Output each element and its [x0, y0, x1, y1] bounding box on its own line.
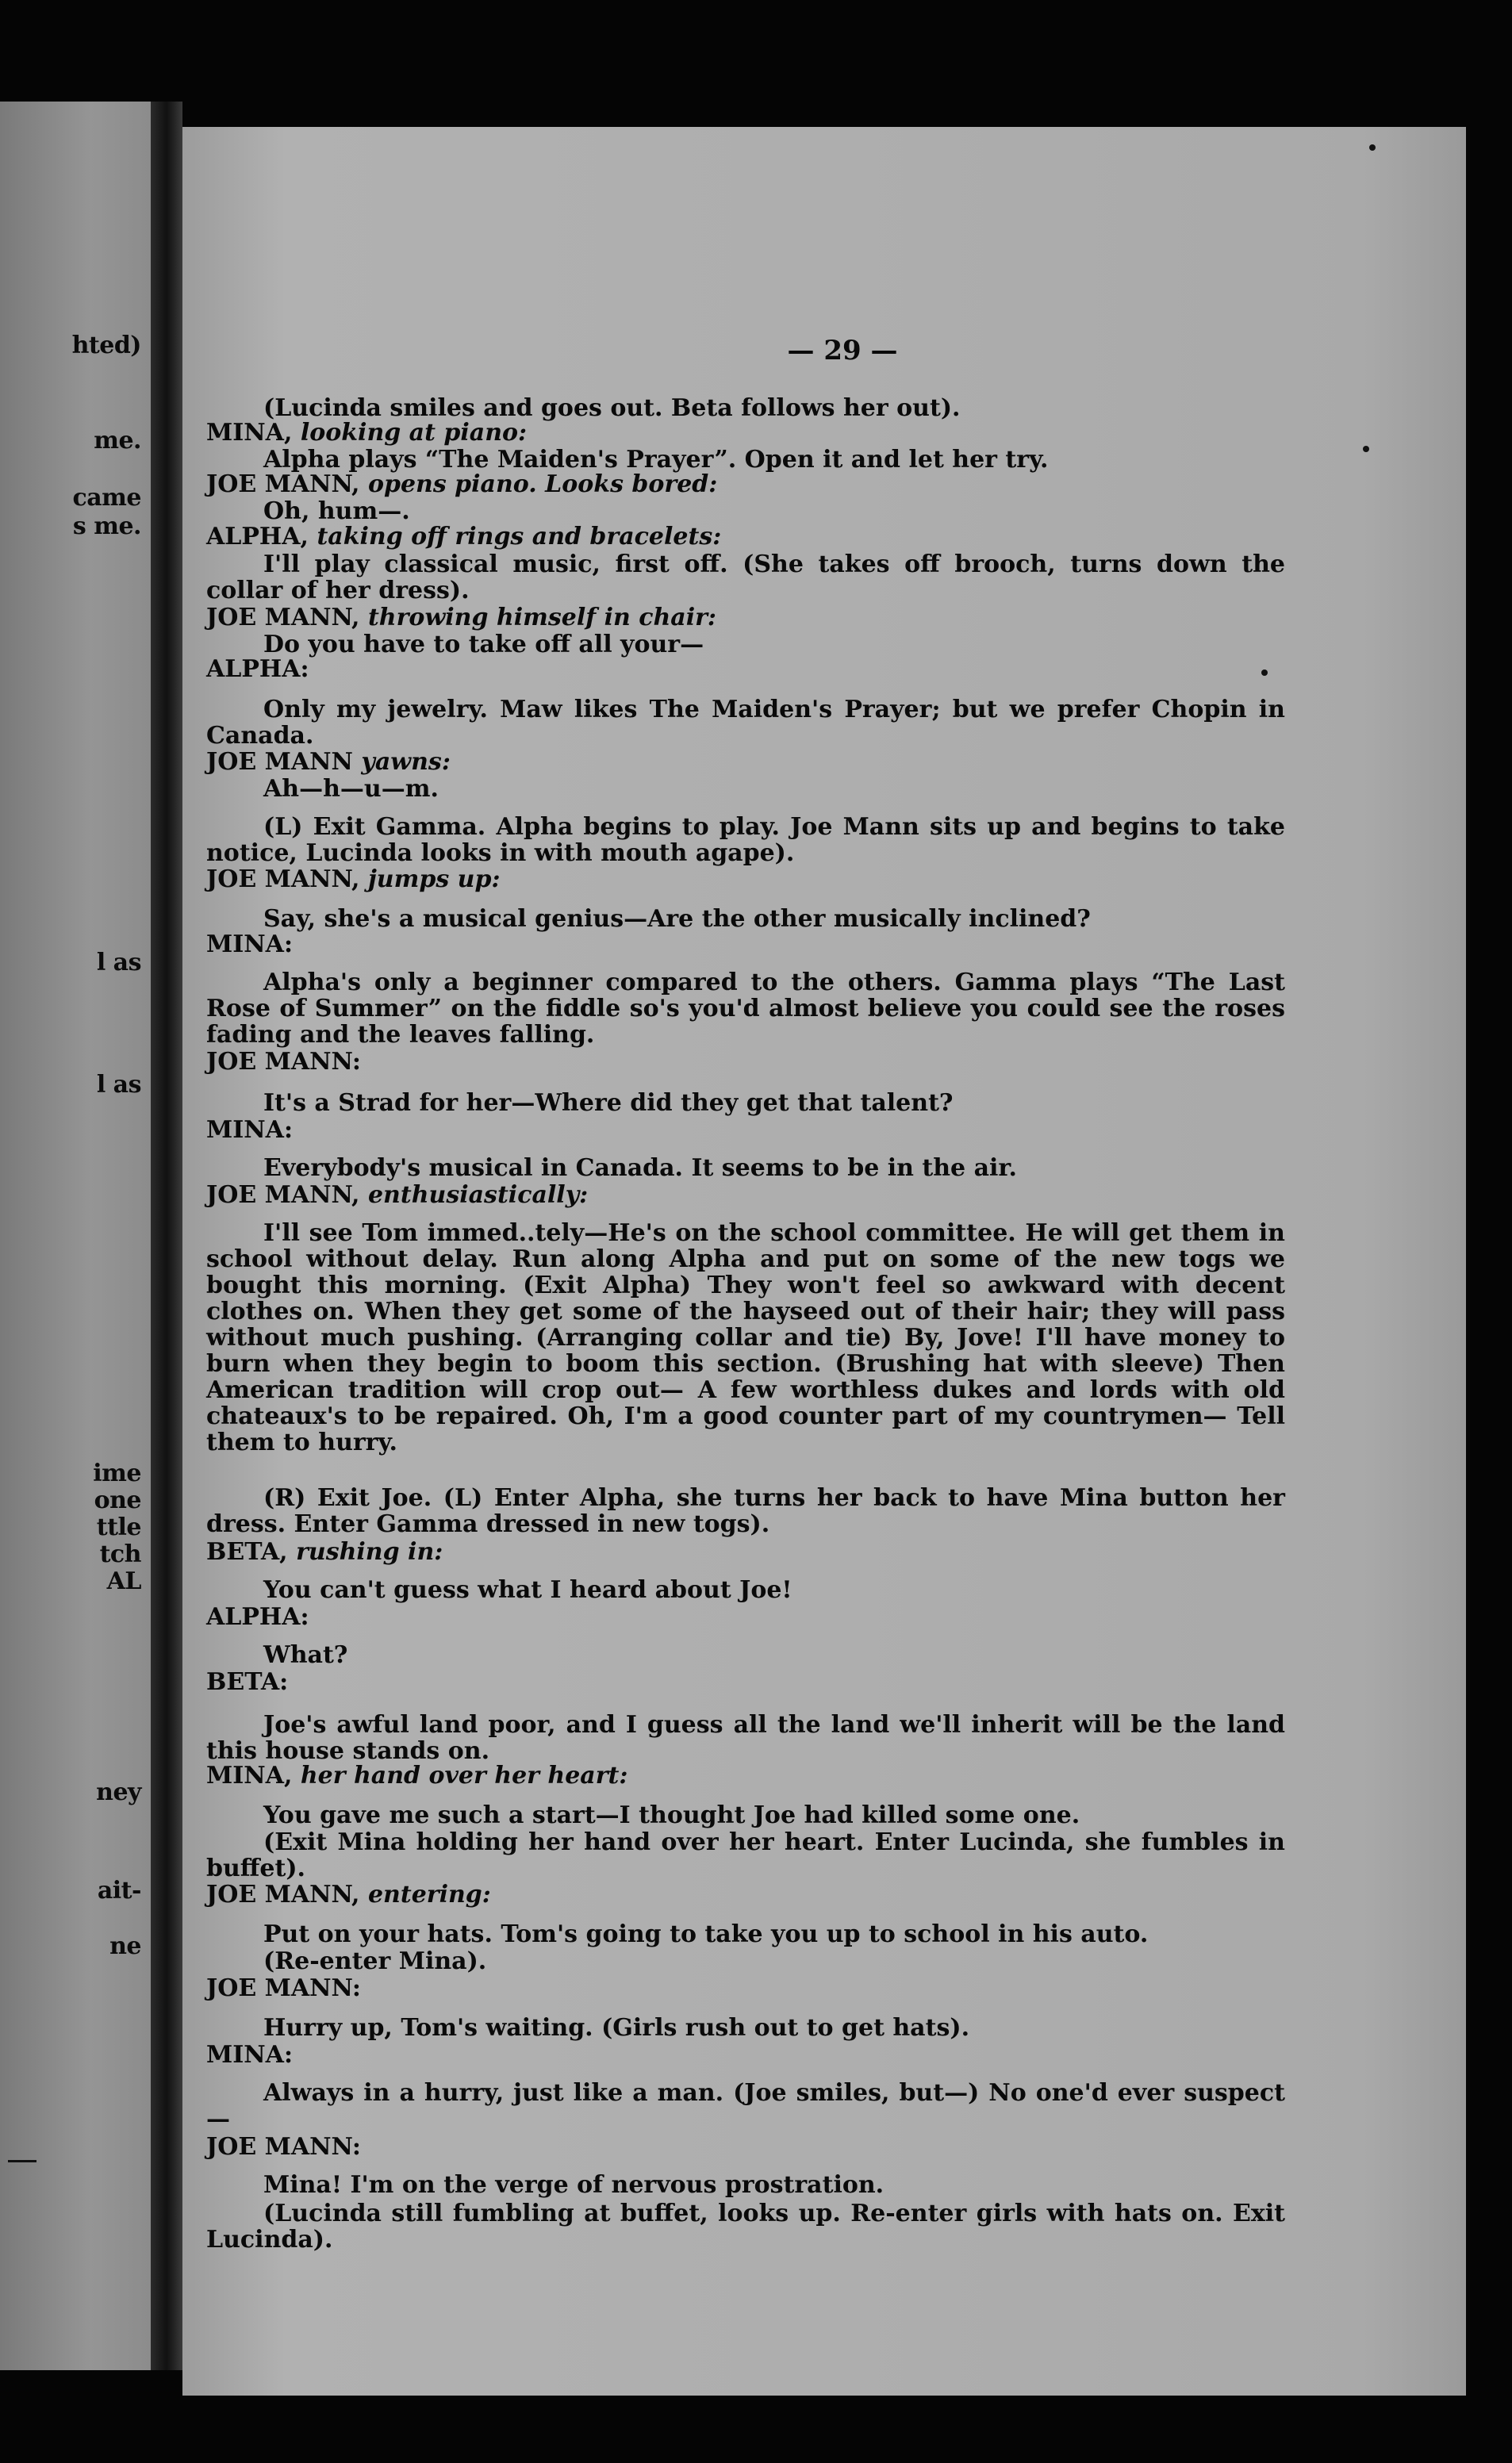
speaker-cue — [206, 2134, 361, 2160]
speaker-cue — [206, 1882, 491, 1908]
speaker-direction: jumps up: — [367, 865, 501, 893]
speaker-name: MINA, — [206, 419, 293, 447]
speaker-name: JOE MANN: — [206, 2133, 361, 2161]
left-page-edge — [0, 102, 151, 2370]
speaker-direction: yawns: — [361, 748, 451, 776]
speaker-direction: looking at piano: — [300, 419, 528, 447]
dialogue-paragraph: I'll play classical music, first off. (She takes off brooch, turns down the collar of her dress). — [206, 551, 1285, 604]
dialogue-paragraph: Only my jewelry. Maw likes The Maiden's Prayer; but we prefer Chopin in Canada. — [206, 696, 1285, 750]
speaker-name: ALPHA: — [206, 1603, 309, 1631]
speaker-cue — [206, 866, 501, 892]
speaker-cue — [206, 604, 716, 631]
speaker-name: JOE MANN, — [206, 865, 360, 893]
speaker-cue — [206, 1182, 588, 1208]
speaker-name: JOE MANN, — [206, 604, 360, 631]
left-page-fragment: came — [72, 484, 141, 512]
stage-direction: (Re-enter Mina). — [263, 1947, 487, 1975]
paper-speck — [1261, 669, 1268, 676]
speaker-cue — [206, 1669, 288, 1695]
speaker-name: JOE MANN — [206, 748, 353, 776]
speaker-name: JOE MANN, — [206, 470, 360, 498]
speaker-name: MINA: — [206, 1116, 294, 1144]
left-page-fragment: hted) — [71, 332, 141, 359]
dialogue-paragraph: I'll see Tom immed..tely—He's on the school committee. He will get them in school without delay. Run along Alpha and put on some of the new togs we bought this morning. (Exit Alpha) They won't feel so awkward with decent clothes on. When they get some of the hayseed out of their hair; they will pass without much pushing. (Arranging collar and tie) By, Jove! I'll have money to burn when they begin to boom this section. (Brushing hat with sleeve) Then American tradition will crop out— A few worthless dukes and lords with old chateaux's to be repaired. Oh, I'm a good counter part of my countrymen— Tell them to hurry. — [206, 1219, 1285, 1456]
stage-direction: (Lucinda smiles and goes out. Beta follows her out). — [263, 394, 961, 422]
left-page-fragment: ttle — [96, 1513, 141, 1541]
stage-direction-paragraph: (R) Exit Joe. (L) Enter Alpha, she turns her back to have Mina button her dress. Enter Gamma dressed in new togs). — [206, 1484, 1285, 1538]
speaker-cue — [206, 420, 527, 446]
speaker-name: JOE MANN, — [206, 1881, 360, 1909]
speaker-cue — [206, 931, 293, 957]
speaker-name: ALPHA, — [206, 523, 309, 551]
left-page-fragment: AL — [106, 1567, 141, 1595]
speaker-name: JOE MANN: — [206, 1048, 361, 1076]
dialogue-line: You gave me such a start—I thought Joe had killed some one. — [263, 1801, 1080, 1829]
speaker-cue — [206, 1539, 443, 1565]
speaker-cue — [206, 1117, 293, 1143]
speaker-name: ALPHA: — [206, 655, 309, 683]
speaker-cue — [206, 656, 309, 682]
speaker-direction: her hand over her heart: — [300, 1762, 628, 1790]
speaker-direction: rushing in: — [296, 1538, 443, 1566]
left-page-fragment: ne — [109, 1932, 141, 1960]
paper-speck — [1369, 144, 1376, 151]
book-gutter — [151, 102, 182, 2370]
dialogue-line: Hurry up, Tom's waiting. (Girls rush out to get hats). — [263, 2014, 970, 2042]
stage-direction-paragraph: (Lucinda still fumbling at buffet, looks up. Re-enter girls with hats on. Exit Lucinda). — [206, 2200, 1285, 2254]
paper-speck — [1363, 446, 1369, 452]
dialogue-paragraph: Joe's awful land poor, and I guess all the land we'll inherit will be the land this house stands on. — [206, 1711, 1285, 1765]
speaker-name: JOE MANN, — [206, 1181, 360, 1209]
dialogue-line: You can't guess what I heard about Joe! — [263, 1576, 792, 1604]
dialogue-line: Everybody's musical in Canada. It seems to be in the air. — [263, 1154, 1017, 1182]
speaker-direction: enthusiastically: — [367, 1181, 589, 1209]
left-page-fragment: ney — [96, 1778, 141, 1806]
left-page-fragment: ime — [93, 1460, 141, 1487]
speaker-direction: taking off rings and bracelets: — [317, 523, 722, 551]
speaker-cue — [206, 2042, 293, 2068]
dialogue-line: Put on your hats. Tom's going to take you up to school in his auto. — [263, 1920, 1149, 1948]
speaker-cue — [206, 471, 717, 497]
left-page-fragment: l as — [96, 1071, 141, 1099]
speaker-direction: entering: — [367, 1881, 491, 1909]
speaker-direction: throwing himself in chair: — [367, 604, 717, 631]
left-page-fragment: l as — [96, 949, 141, 976]
dialogue-line: Mina! I'm on the verge of nervous prostration. — [263, 2171, 885, 2199]
main-page — [182, 127, 1466, 2396]
dialogue-paragraph: Always in a hurry, just like a man. (Joe smiles, but—) No one'd ever suspect— — [206, 2079, 1285, 2133]
dialogue-line: Do you have to take off all your— — [263, 631, 704, 658]
speaker-name: MINA, — [206, 1762, 293, 1790]
dialogue-line: Ah—h—u—m. — [263, 775, 439, 803]
speaker-name: BETA: — [206, 1668, 289, 1696]
speaker-cue — [206, 1763, 627, 1789]
left-page-fragment: s me. — [72, 512, 141, 540]
left-page-fragment: tch — [99, 1540, 141, 1568]
speaker-name: JOE MANN: — [206, 1974, 361, 2002]
speaker-cue — [206, 1049, 361, 1075]
dialogue-line: Say, she's a musical genius—Are the other musically inclined? — [263, 905, 1091, 933]
speaker-name: BETA, — [206, 1538, 288, 1566]
speaker-name: MINA: — [206, 2041, 294, 2069]
page-number: — 29 — — [787, 335, 898, 366]
left-page-fragment: ait- — [97, 1877, 141, 1905]
speaker-cue — [206, 1604, 309, 1630]
left-page-fragment: one — [94, 1487, 141, 1514]
dialogue-line: Oh, hum—. — [263, 497, 410, 525]
speaker-cue — [206, 749, 451, 775]
speaker-cue — [206, 524, 721, 550]
left-page-rule — [8, 2160, 36, 2162]
stage-direction-paragraph: (L) Exit Gamma. Alpha begins to play. Joe Mann sits up and begins to take notice, Lucinda looks in with mouth agape). — [206, 813, 1285, 867]
speaker-name: MINA: — [206, 930, 294, 958]
dialogue-paragraph: Alpha's only a beginner compared to the others. Gamma plays “The Last Rose of Summer” on the fiddle so's you'd almost believe you could see the roses fading and the leaves falling. — [206, 969, 1285, 1049]
stage-direction-paragraph: (Exit Mina holding her hand over her heart. Enter Lucinda, she fumbles in buffet). — [206, 1828, 1285, 1882]
dialogue-line: What? — [263, 1641, 348, 1669]
dialogue-line: It's a Strad for her—Where did they get that talent? — [263, 1089, 954, 1117]
dialogue-line: Alpha plays “The Maiden's Prayer”. Open it and let her try. — [263, 446, 1049, 474]
left-page-fragment: me. — [94, 427, 141, 455]
speaker-direction: opens piano. Looks bored: — [367, 470, 718, 498]
speaker-cue — [206, 1975, 361, 2001]
